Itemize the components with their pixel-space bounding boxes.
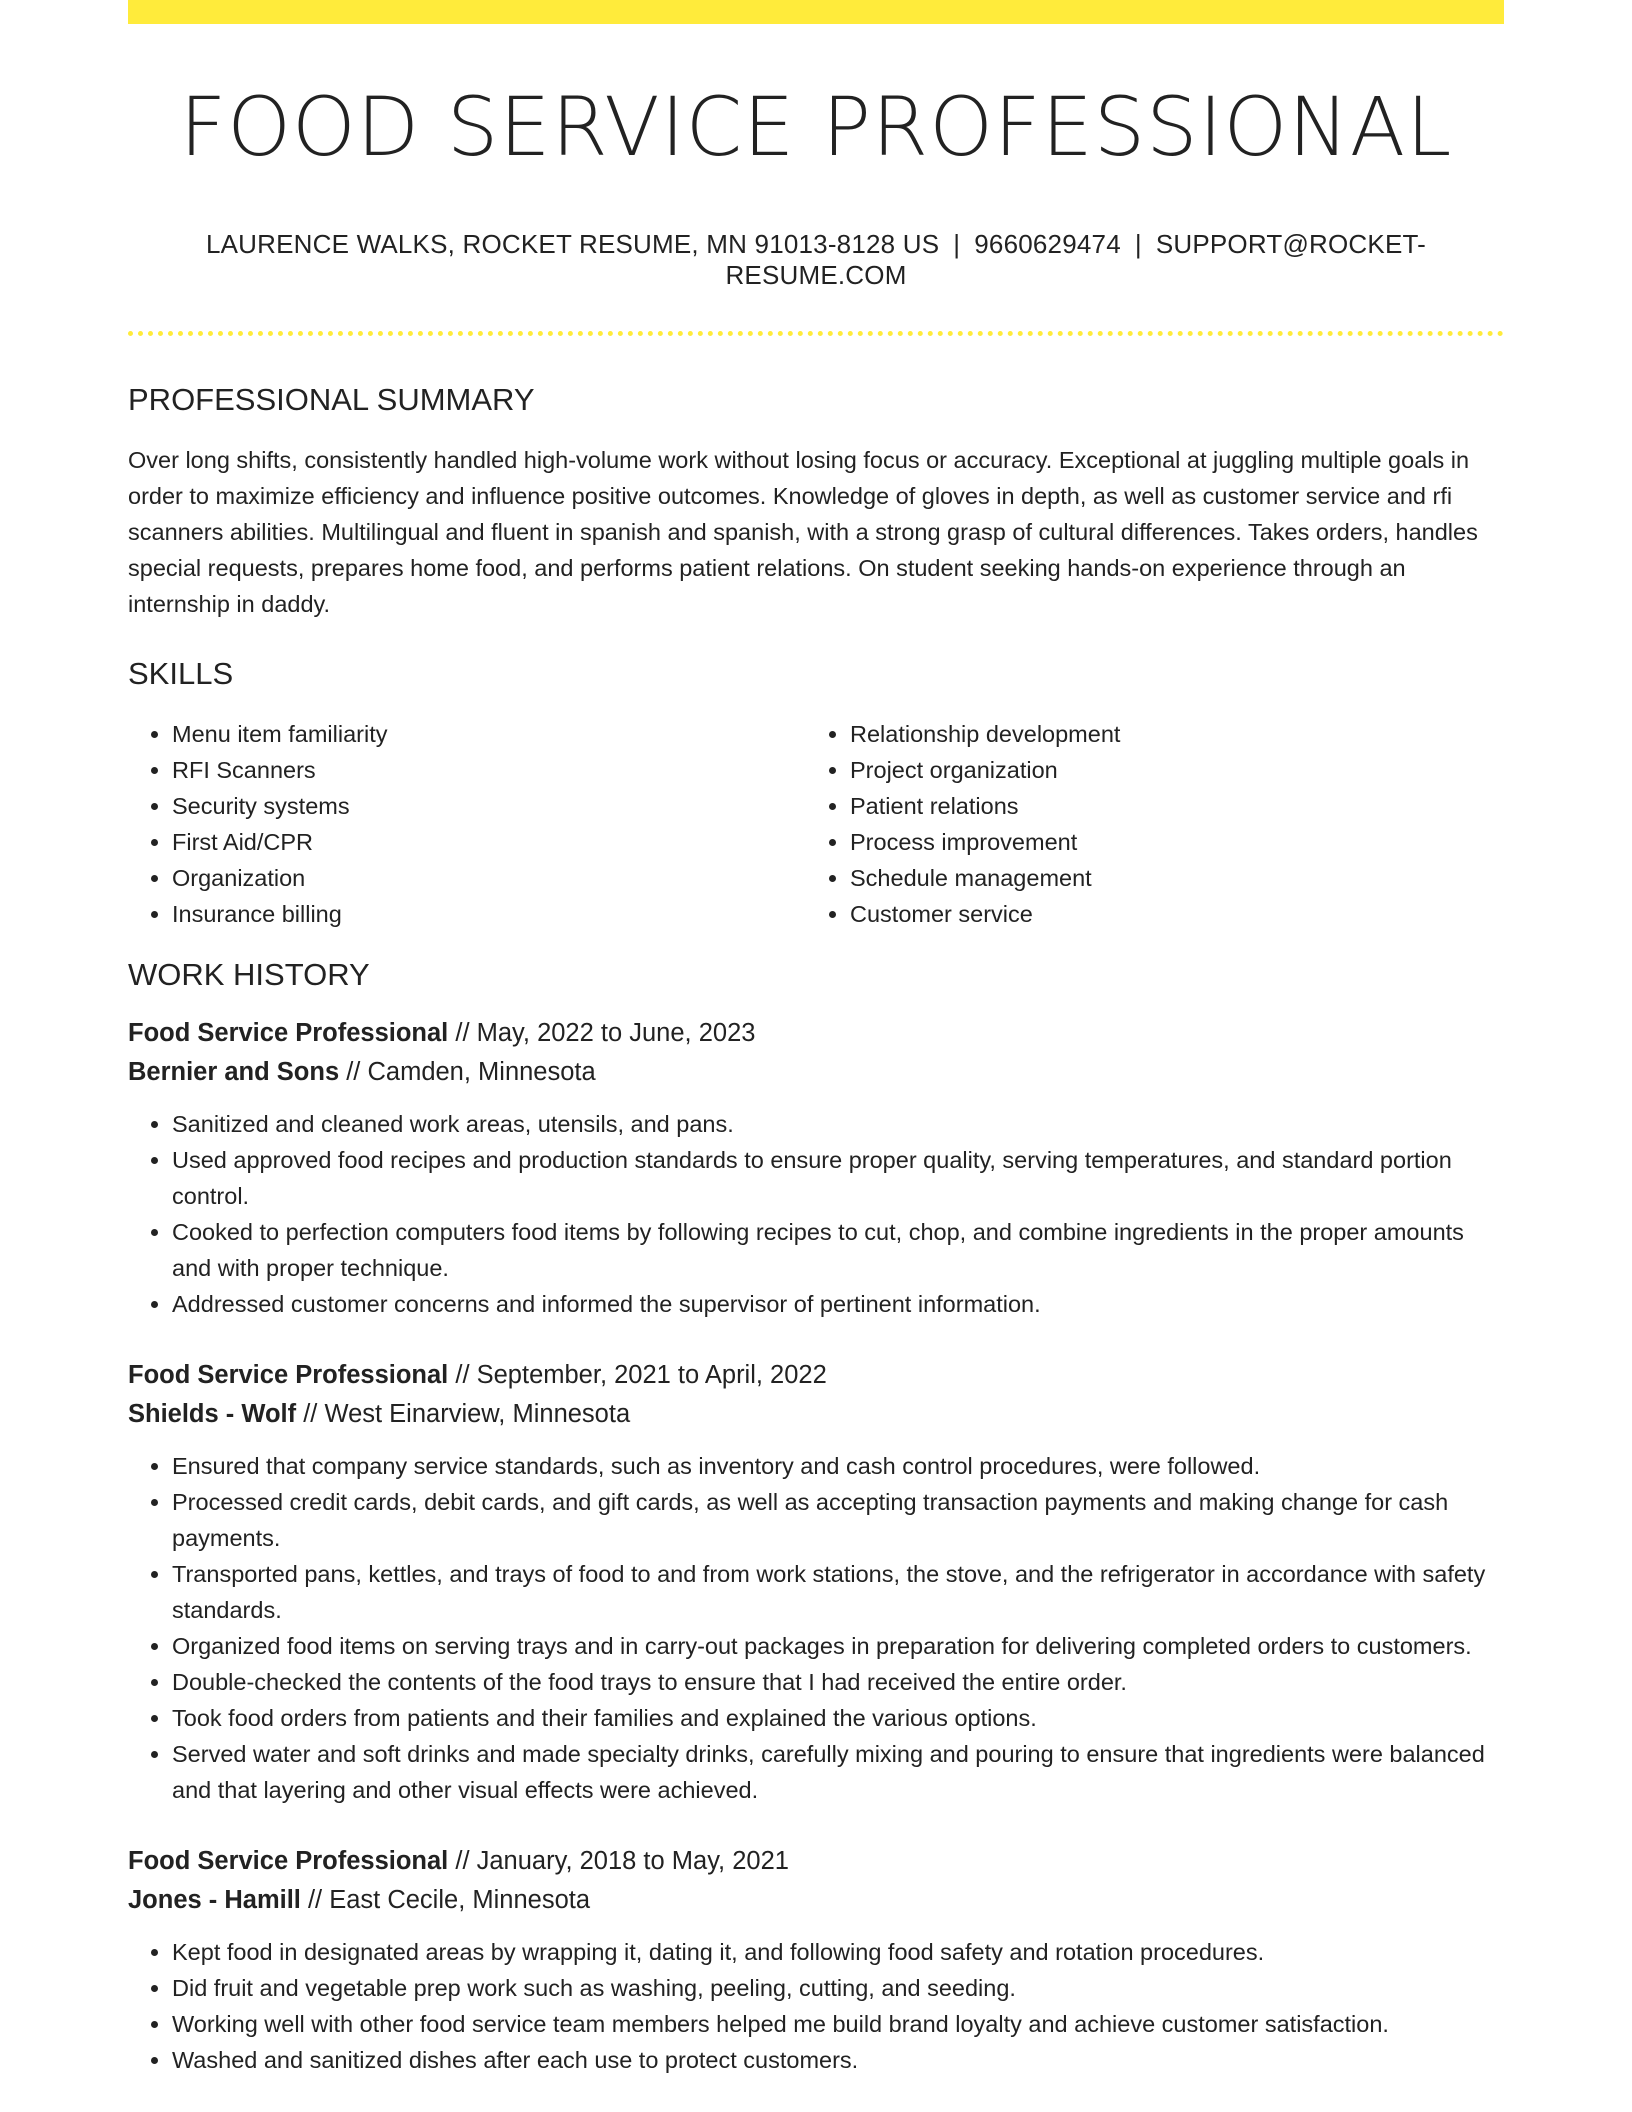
work-history-heading: WORK HISTORY [128, 957, 370, 993]
job-bullet: • Ensured that company service standards, such as inventory and cash control procedures, were followed. [172, 1448, 1504, 1484]
job-location: // Camden, Minnesota [339, 1057, 596, 1086]
job-bullets [128, 1448, 1504, 1808]
job-bullets [128, 1934, 1504, 2078]
job-title-line [128, 1014, 1504, 1053]
job-bullet: • Used approved food recipes and production standards to ensure proper quality, serving temperatures, and standard portion control. [172, 1142, 1504, 1214]
contact-phone: 9660629474 [974, 229, 1121, 260]
job-bullet: • Served water and soft drinks and made specialty drinks, carefully mixing and pouring to ensure that ingredients were balanced and that layering and other visual effects were achieved. [172, 1736, 1504, 1808]
job-company-line [128, 1053, 1504, 1092]
job-company-line [128, 1881, 1504, 1920]
job-bullets [128, 1106, 1504, 1322]
skill-item: • Schedule management [850, 860, 1484, 896]
skill-item: • Organization [172, 860, 806, 896]
job-title: Food Service Professional [128, 1846, 449, 1875]
job-bullet: • Cooked to perfection computers food items by following recipes to cut, chop, and combine ingredients in the proper amounts and with proper technique. [172, 1214, 1504, 1286]
top-accent-bar [128, 0, 1504, 24]
job-bullet: • Washed and sanitized dishes after each use to protect customers. [172, 2042, 1504, 2078]
job-bullet: • Transported pans, kettles, and trays of food to and from work stations, the stove, and the refrigerator in accordance with safety standards. [172, 1556, 1504, 1628]
skill-item: • Relationship development [850, 716, 1484, 752]
job-bullet: • Kept food in designated areas by wrapping it, dating it, and following food safety and rotation procedures. [172, 1934, 1504, 1970]
skills-column-left [128, 716, 806, 932]
job-company: Shields - Wolf [128, 1399, 297, 1428]
job-bullet: • Working well with other food service team members helped me build brand loyalty and achieve customer satisfaction. [172, 2006, 1504, 2042]
contact-address: LAURENCE WALKS, ROCKET RESUME, MN 91013-8128 US [205, 229, 940, 260]
skills-heading: SKILLS [128, 656, 234, 692]
job-dates: // May, 2022 to June, 2023 [448, 1018, 756, 1047]
job-title: Food Service Professional [128, 1018, 449, 1047]
job-bullet: • Organized food items on serving trays and in carry-out packages in preparation for delivering completed orders to customers. [172, 1628, 1504, 1664]
job-bullet: • Addressed customer concerns and informed the supervisor of pertinent information. [172, 1286, 1504, 1322]
job-dates: // September, 2021 to April, 2022 [448, 1360, 827, 1389]
summary-text: Over long shifts, consistently handled high-volume work without losing focus or accuracy. Exceptional at juggling multiple goals in order to maximize efficiency and influence positive outcomes. Knowledge of gloves in depth, as well as customer service and rfi scanners abilities. Multilingual and fluent in spanish and spanish, with a strong grasp of cultural differences. Takes orders, handles special requests, prepares home food, and performs patient relations. On student seeking hands-on experience through an internship in daddy. [128, 447, 1478, 618]
skills-column-right [806, 716, 1484, 932]
dotted-divider [128, 331, 1504, 336]
job-bullet: • Processed credit cards, debit cards, and gift cards, as well as accepting transaction payments and making change for cash payments. [172, 1484, 1504, 1556]
job-bullet: • Took food orders from patients and their families and explained the various options. [172, 1700, 1504, 1736]
resume-page [128, 0, 1504, 2078]
job-entry [128, 1356, 1504, 1808]
skill-item: • Project organization [850, 752, 1484, 788]
skill-item: • Customer service [850, 896, 1484, 932]
resume-title: FOOD SERVICE PROFESSIONAL [179, 81, 1453, 175]
skill-item: • RFI Scanners [172, 752, 806, 788]
skill-item: • Process improvement [850, 824, 1484, 860]
job-title-line [128, 1842, 1504, 1881]
contact-email: SUPPORT@ROCKET-RESUME.COM [725, 229, 1427, 291]
skill-item: • Insurance billing [172, 896, 806, 932]
skill-item: • Menu item familiarity [172, 716, 806, 752]
job-dates: // January, 2018 to May, 2021 [448, 1846, 789, 1875]
skill-item: • Security systems [172, 788, 806, 824]
job-bullet: • Did fruit and vegetable prep work such as washing, peeling, cutting, and seeding. [172, 1970, 1504, 2006]
contact-line [128, 229, 1504, 291]
contact-separator: | [1134, 229, 1142, 260]
job-location: // East Cecile, Minnesota [300, 1885, 591, 1914]
contact-separator: | [953, 229, 961, 260]
skill-item: • First Aid/CPR [172, 824, 806, 860]
job-entry [128, 1842, 1504, 2078]
skill-item: • Patient relations [850, 788, 1484, 824]
job-title: Food Service Professional [128, 1360, 449, 1389]
job-title-line [128, 1356, 1504, 1395]
job-company-line [128, 1395, 1504, 1434]
job-bullet: • Sanitized and cleaned work areas, utensils, and pans. [172, 1106, 1504, 1142]
job-company: Jones - Hamill [128, 1885, 301, 1914]
job-company: Bernier and Sons [128, 1057, 340, 1086]
summary-heading: PROFESSIONAL SUMMARY [128, 382, 535, 418]
job-bullet: • Double-checked the contents of the food trays to ensure that I had received the entire order. [172, 1664, 1504, 1700]
job-location: // West Einarview, Minnesota [296, 1399, 631, 1428]
skills-list [128, 716, 1504, 932]
job-entry [128, 1014, 1504, 1322]
